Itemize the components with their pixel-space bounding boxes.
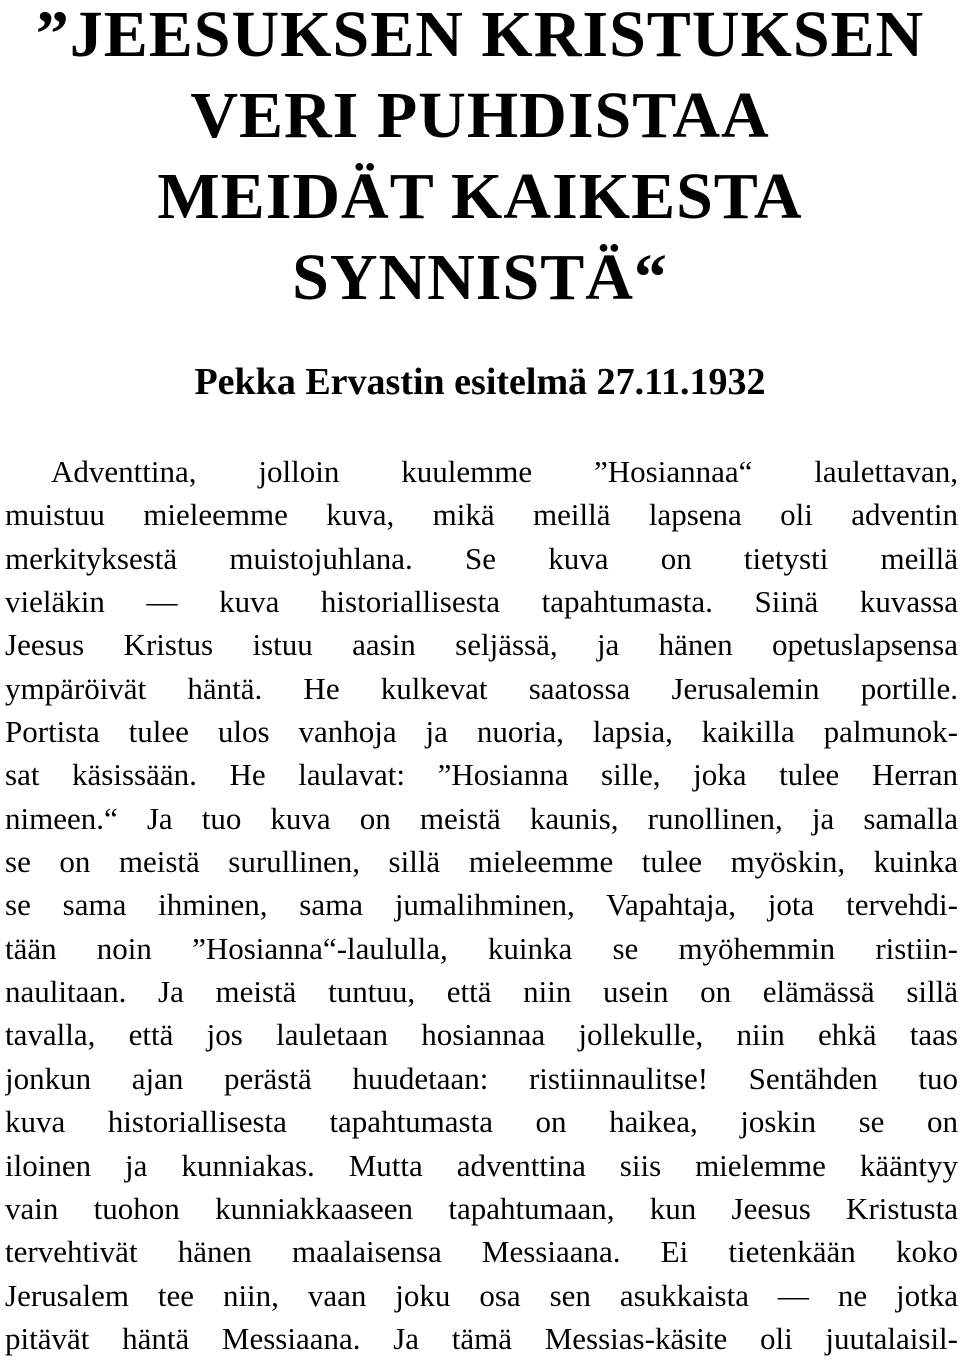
text-line: muistuu mieleemme kuva, mikä meillä lapsena oli adventin	[5, 497, 958, 533]
text-line: sat käsissään. He laulavat: ”Hosianna sille, joka tulee Herran	[5, 757, 958, 793]
text-line: nimeen.“ Ja tuo kuva on meistä kaunis, runollinen, ja samalla	[5, 800, 958, 836]
text-line: iloinen ja kunniakas. Mutta adventtina siis mielemme kääntyy	[5, 1147, 958, 1183]
document-title	[0, 0, 960, 318]
text-line: ympäröivät häntä. He kulkevat saatossa Jerusalemin portille.	[5, 670, 958, 706]
text-line: se on meistä surullinen, sillä mieleemme tulee myöskin, kuinka	[5, 844, 958, 880]
text-line: tervehtivät hänen maalaisensa Messiaana. Ei tietenkään koko	[5, 1234, 958, 1270]
text-line: merkityksestä muistojuhlana. Se kuva on tietysti meillä	[5, 540, 958, 576]
text-line: Jeesus Kristus istuu aasin seljässä, ja hänen opetuslapsensa	[5, 627, 958, 663]
text-line: jonkun ajan perästä huudetaan: ristiinnaulitse! Sentähden tuo	[5, 1060, 958, 1096]
title-line: MEIDÄT KAIKESTA	[157, 160, 803, 233]
text-line: Portista tulee ulos vanhoja ja nuoria, lapsia, kaikilla palmunok-	[5, 714, 958, 750]
document-subtitle: Pekka Ervastin esitelmä 27.11.1932	[194, 361, 766, 403]
body-paragraph	[5, 450, 958, 1360]
text-line: Adventtina, jolloin kuulemme ”Hosiannaa“ laulettavan,	[51, 454, 958, 489]
text-line: naulitaan. Ja meistä tuntuu, että niin usein on elämässä sillä	[5, 974, 958, 1010]
text-line: kuva historiallisesta tapahtumasta on haikea, joskin se on	[5, 1104, 958, 1140]
text-line: vieläkin — kuva historiallisesta tapahtumasta. Siinä kuvassa	[5, 584, 958, 620]
text-line: se sama ihminen, sama jumalihminen, Vapahtaja, jota tervehdi-	[5, 887, 958, 923]
text-line: Jerusalem tee niin, vaan joku osa sen asukkaista — ne jotka	[5, 1277, 958, 1313]
text-line: tään noin ”Hosianna“-laululla, kuinka se myöhemmin ristiin-	[5, 930, 958, 966]
text-line: tavalla, että jos lauletaan hosiannaa jollekulle, niin ehkä taas	[5, 1017, 958, 1053]
text-line: pitävät häntä Messiaana. Ja tämä Messias-käsite oli juutalaisil-	[5, 1320, 958, 1356]
title-line: VERI PUHDISTAA	[190, 79, 770, 152]
text-line: vain tuohon kunniakkaaseen tapahtumaan, kun Jeesus Kristusta	[5, 1190, 958, 1226]
title-line: ”JEESUKSEN KRISTUKSEN	[35, 0, 925, 71]
title-line: SYNNISTÄ“	[292, 241, 668, 314]
